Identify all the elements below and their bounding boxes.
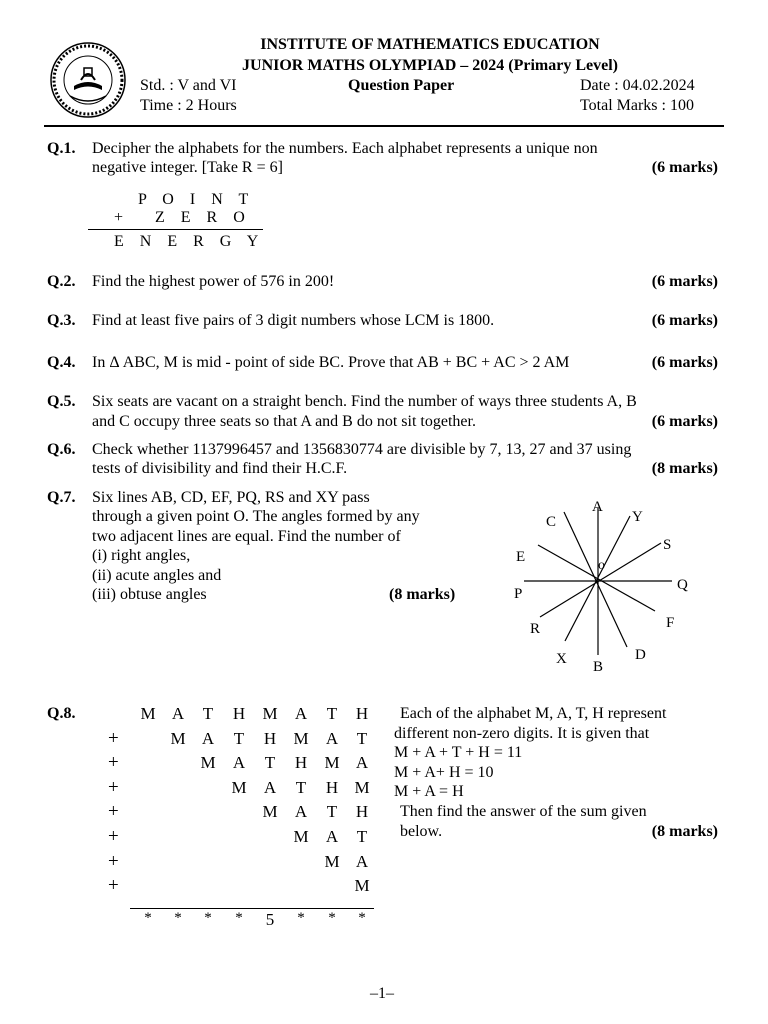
page-number: –1– — [370, 985, 394, 1002]
q8-result-digit: * — [204, 910, 212, 926]
q2-text: Find the highest power of 576 in 200! — [92, 273, 335, 290]
std-info: Std. : V and VI — [140, 77, 237, 94]
q8-plus-sign: + — [108, 875, 119, 897]
q8-letter: M — [231, 777, 247, 797]
q8-letter: H — [355, 802, 369, 822]
q8-letter: T — [233, 728, 245, 748]
q8-letter: M — [324, 753, 340, 773]
q8-plus-sign: + — [108, 801, 119, 823]
q8-eq1: M + A + T + H = 11 — [394, 744, 523, 761]
q2-number: Q.2. — [47, 273, 76, 290]
q6-marks: (8 marks) — [651, 460, 718, 477]
q8-letter: H — [232, 704, 246, 723]
q2-marks: (6 marks) — [651, 273, 718, 290]
header-rule — [44, 125, 724, 127]
q7-number: Q.7. — [47, 489, 76, 506]
q1-number: Q.1. — [47, 140, 76, 157]
q8-text-line4: below. — [400, 823, 443, 840]
q8-letter: M — [262, 704, 278, 723]
q8-letter: A — [294, 802, 308, 822]
q8-letter: H — [325, 777, 339, 797]
q5-marks: (6 marks) — [651, 413, 718, 430]
q1-sum-line — [88, 229, 263, 230]
line-cd — [564, 512, 627, 647]
q8-letter: M — [200, 753, 216, 773]
q1-text-line2: negative integer. [Take R = 6] — [92, 159, 283, 176]
q8-text-line2: different non-zero digits. It is given that — [394, 725, 650, 742]
label-e: E — [516, 549, 526, 565]
q8-letter: A — [325, 827, 339, 846]
q8-eq3: M + A = H — [394, 783, 464, 800]
q5-text-line1: Six seats are vacant on a straight bench. Find the number of ways three students A, B — [92, 393, 637, 410]
q8-letter: T — [295, 777, 307, 797]
q8-letter: M — [140, 704, 156, 723]
q8-letter: T — [356, 728, 368, 748]
q8-plus-sign: + — [108, 727, 119, 749]
q8-letter: H — [294, 753, 308, 773]
q8-number: Q.8. — [47, 705, 76, 722]
label-o: o — [598, 558, 605, 573]
q7-text-line3: two adjacent lines are equal. Find the number of — [92, 528, 401, 545]
q8-marks: (8 marks) — [651, 823, 718, 840]
q3-marks: (6 marks) — [651, 312, 718, 329]
label-d: D — [635, 647, 646, 663]
q8-plus-sign: + — [108, 752, 119, 774]
q1-puzzle-row1: P O I N T — [138, 191, 255, 208]
q8-result-digit: * — [235, 910, 243, 926]
q8-result-digit: 5 — [265, 910, 275, 929]
institute-title: INSTITUTE OF MATHEMATICS EDUCATION — [260, 36, 600, 53]
q8-letter: T — [264, 753, 276, 773]
q8-result-digit: * — [358, 910, 366, 926]
q1-puzzle-row2: Z E R O — [155, 209, 251, 226]
q8-result-digit: * — [174, 910, 182, 926]
exam-date: Date : 04.02.2024 — [580, 77, 695, 94]
q1-puzzle-row3: E N E R G Y — [114, 233, 265, 250]
q8-letter: A — [263, 777, 277, 797]
q8-letter: A — [355, 851, 369, 871]
total-marks: Total Marks : 100 — [580, 97, 694, 114]
paper-type: Question Paper — [348, 77, 455, 94]
q8-letter: A — [294, 704, 308, 723]
q8-letter: M — [262, 802, 278, 822]
q8-letter: A — [325, 728, 339, 748]
q8-letter: T — [326, 704, 338, 723]
q8-letter: A — [201, 728, 215, 748]
q8-letter: M — [324, 851, 340, 871]
q1-text-line1: Decipher the alphabets for the numbers. Each alphabet represents a unique non — [92, 140, 598, 157]
q8-text-line1: Each of the alphabet M, A, T, H represent — [400, 705, 667, 722]
label-r: R — [530, 621, 541, 637]
q7-marks: (8 marks) — [389, 586, 456, 603]
label-s: S — [663, 537, 672, 553]
q8-letter: H — [263, 728, 277, 748]
q8-letter: A — [171, 704, 185, 723]
label-c: C — [546, 514, 557, 530]
label-q: Q — [677, 577, 688, 593]
q3-number: Q.3. — [47, 312, 76, 329]
q7-text-line4: (i) right angles, — [92, 547, 191, 564]
q8-plus-sign: + — [108, 850, 119, 872]
q6-text-line1: Check whether 1137996457 and 1356830774 are divisible by 7, 13, 27 and 37 using — [92, 441, 632, 458]
q8-letter: T — [356, 827, 368, 846]
q7-text-line5: (ii) acute angles and — [92, 567, 222, 584]
q8-letter: M — [170, 728, 186, 748]
q6-text-line2: tests of divisibility and find their H.C.F. — [92, 460, 348, 477]
q8-letter: M — [354, 876, 370, 896]
line-ef — [538, 545, 655, 611]
q8-letter: A — [355, 753, 369, 773]
line-rs — [540, 543, 661, 617]
label-b: B — [593, 659, 604, 675]
q7-text-line2: through a given point O. The angles formed by any — [92, 508, 420, 525]
q7-text-line1: Six lines AB, CD, EF, PQ, RS and XY pass — [92, 489, 370, 506]
exam-duration: Time : 2 Hours — [140, 97, 237, 114]
q1-marks: (6 marks) — [651, 159, 718, 176]
q8-result-digit: * — [297, 910, 305, 926]
q8-sum-line — [130, 908, 374, 909]
q8-letter: M — [293, 728, 309, 748]
q8-result-digit: * — [328, 910, 336, 926]
q3-text: Find at least five pairs of 3 digit numbers whose LCM is 1800. — [92, 312, 495, 329]
q8-plus-sign: + — [108, 826, 119, 847]
q8-letter: M — [354, 777, 370, 797]
q1-plus: + — [114, 209, 124, 226]
institute-logo — [48, 40, 128, 120]
label-y: Y — [632, 509, 643, 525]
q8-letter: H — [355, 704, 369, 723]
label-p: P — [514, 586, 523, 602]
label-f: F — [666, 615, 675, 631]
q5-text-line2: and C occupy three seats so that A and B do not sit together. — [92, 413, 476, 430]
q7-text-line6: (iii) obtuse angles — [92, 586, 207, 603]
q4-marks: (6 marks) — [651, 354, 718, 371]
q8-letter: T — [326, 802, 338, 822]
q8-eq2: M + A+ H = 10 — [394, 764, 494, 781]
q8-plus-sign: + — [108, 776, 119, 798]
q4-text: In Δ ABC, M is mid - point of side BC. Prove that AB + BC + AC > 2 AM — [92, 354, 570, 371]
label-a: A — [592, 499, 603, 515]
q8-letter: A — [232, 753, 246, 773]
q8-text-line3: Then find the answer of the sum given — [400, 803, 647, 820]
q8-result-digit: * — [144, 910, 152, 926]
q5-number: Q.5. — [47, 393, 76, 410]
exam-title: JUNIOR MATHS OLYMPIAD – 2024 (Primary Level) — [242, 57, 618, 74]
q4-number: Q.4. — [47, 354, 76, 371]
q7-lines-diagram — [500, 490, 710, 675]
q8-letter: T — [202, 704, 214, 723]
label-x: X — [556, 651, 567, 667]
q6-number: Q.6. — [47, 441, 76, 458]
q8-letter: M — [293, 827, 309, 846]
